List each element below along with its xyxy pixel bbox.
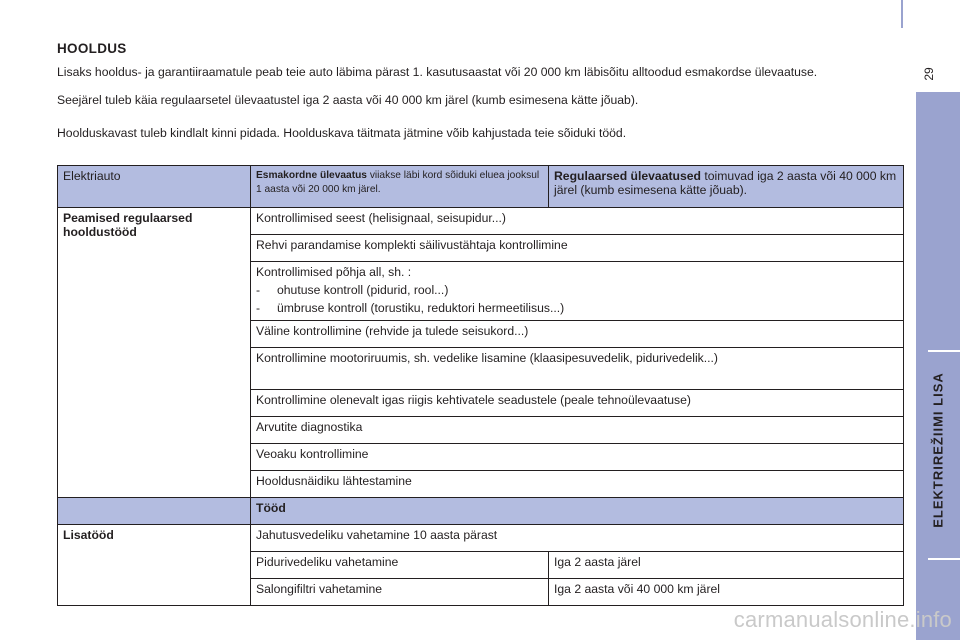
header-vehicle-type: Elektriauto xyxy=(58,166,251,208)
page-title: HOOLDUS xyxy=(57,41,127,56)
main-task-underbody xyxy=(251,262,904,321)
watermark: carmanualsonline.info xyxy=(733,607,952,632)
schedule-warning-paragraph: Hoolduskavast tuleb kindlalt kinni pidada. Hoolduskava täitmata jätmine võib kahjustada teie sõiduki tööd. xyxy=(57,126,627,140)
extra-task-cabin-filter: Salongifiltri vahetamine xyxy=(251,579,549,606)
underbody-heading: Kontrollimised põhja all, sh. : xyxy=(256,265,412,279)
section-tab-label: ELEKTRIREŽIIMI LISA xyxy=(930,372,946,528)
underbody-item-surroundings: - ümbruse kontroll (torustiku, reduktori hermeetilisus...) xyxy=(256,301,565,315)
header-first-inspection: Esmakordne ülevaatus viiakse läbi kord sõiduki eluea jooksul 1 aasta või 20 000 km järel. xyxy=(251,166,549,208)
intro-paragraph: Lisaks hooldus- ja garantiiraamatule peab teie auto läbima pärast 1. kasutusaastat või 20 000 km läbisõitu alltoodud esmakordse ülevaatuse. xyxy=(57,65,818,79)
header-regular-inspections: Regulaarsed ülevaatused toimuvad iga 2 aasta või 40 000 km järel (kumb esimesena kätte jõuab). xyxy=(549,166,904,208)
sidebar-divider-top xyxy=(928,350,960,352)
works-header-empty xyxy=(58,498,251,525)
main-task-diagnostics: Arvutite diagnostika xyxy=(251,417,904,444)
main-task-service-indicator: Hooldusnäidiku lähtestamine xyxy=(251,471,904,498)
main-task-motor-compartment: Kontrollimine mootoriruumis, sh. vedelike lisamine (klaasipesuvedelik, pidurivedelik...) xyxy=(251,348,904,390)
table-header-row xyxy=(58,166,904,208)
underbody-item-safety: - ohutuse kontroll (pidurid, rool...) xyxy=(256,283,449,297)
main-task-exterior: Väline kontrollimine (rehvide ja tulede seisukord...) xyxy=(251,321,904,348)
maintenance-table xyxy=(57,165,904,606)
table-row xyxy=(58,525,904,552)
regular-inspection-paragraph: Seejärel tuleb käia regulaarsetel ülevaatustel iga 2 aasta või 40 000 km järel (kumb esimesena kätte jõuab). xyxy=(57,93,639,107)
sidebar-divider-bottom xyxy=(928,558,960,560)
main-work-label: Peamised regulaarsed hooldustööd xyxy=(58,208,251,498)
main-task-interior: Kontrollimised seest (helisignaal, seisupidur...) xyxy=(251,208,904,235)
corner-accent-line xyxy=(901,0,903,28)
works-header-label: Tööd xyxy=(251,498,904,525)
extra-interval-cabin-filter: Iga 2 aasta või 40 000 km järel xyxy=(549,579,904,606)
main-task-repair-kit: Rehvi parandamise komplekti säilivustähtaja kontrollimine xyxy=(251,235,904,262)
works-header-row xyxy=(58,498,904,525)
table-row xyxy=(58,208,904,235)
extra-task-coolant: Jahutusvedeliku vahetamine 10 aasta pärast xyxy=(251,525,904,552)
main-task-traction-battery: Veoaku kontrollimine xyxy=(251,444,904,471)
page-number: 29 xyxy=(922,67,936,81)
extra-interval-brake-fluid: Iga 2 aasta järel xyxy=(549,552,904,579)
extra-work-label: Lisatööd xyxy=(58,525,251,606)
extra-task-brake-fluid: Pidurivedeliku vahetamine xyxy=(251,552,549,579)
main-task-legal-check: Kontrollimine olenevalt igas riigis kehtivatele seadustele (peale tehnoülevaatuse) xyxy=(251,390,904,417)
